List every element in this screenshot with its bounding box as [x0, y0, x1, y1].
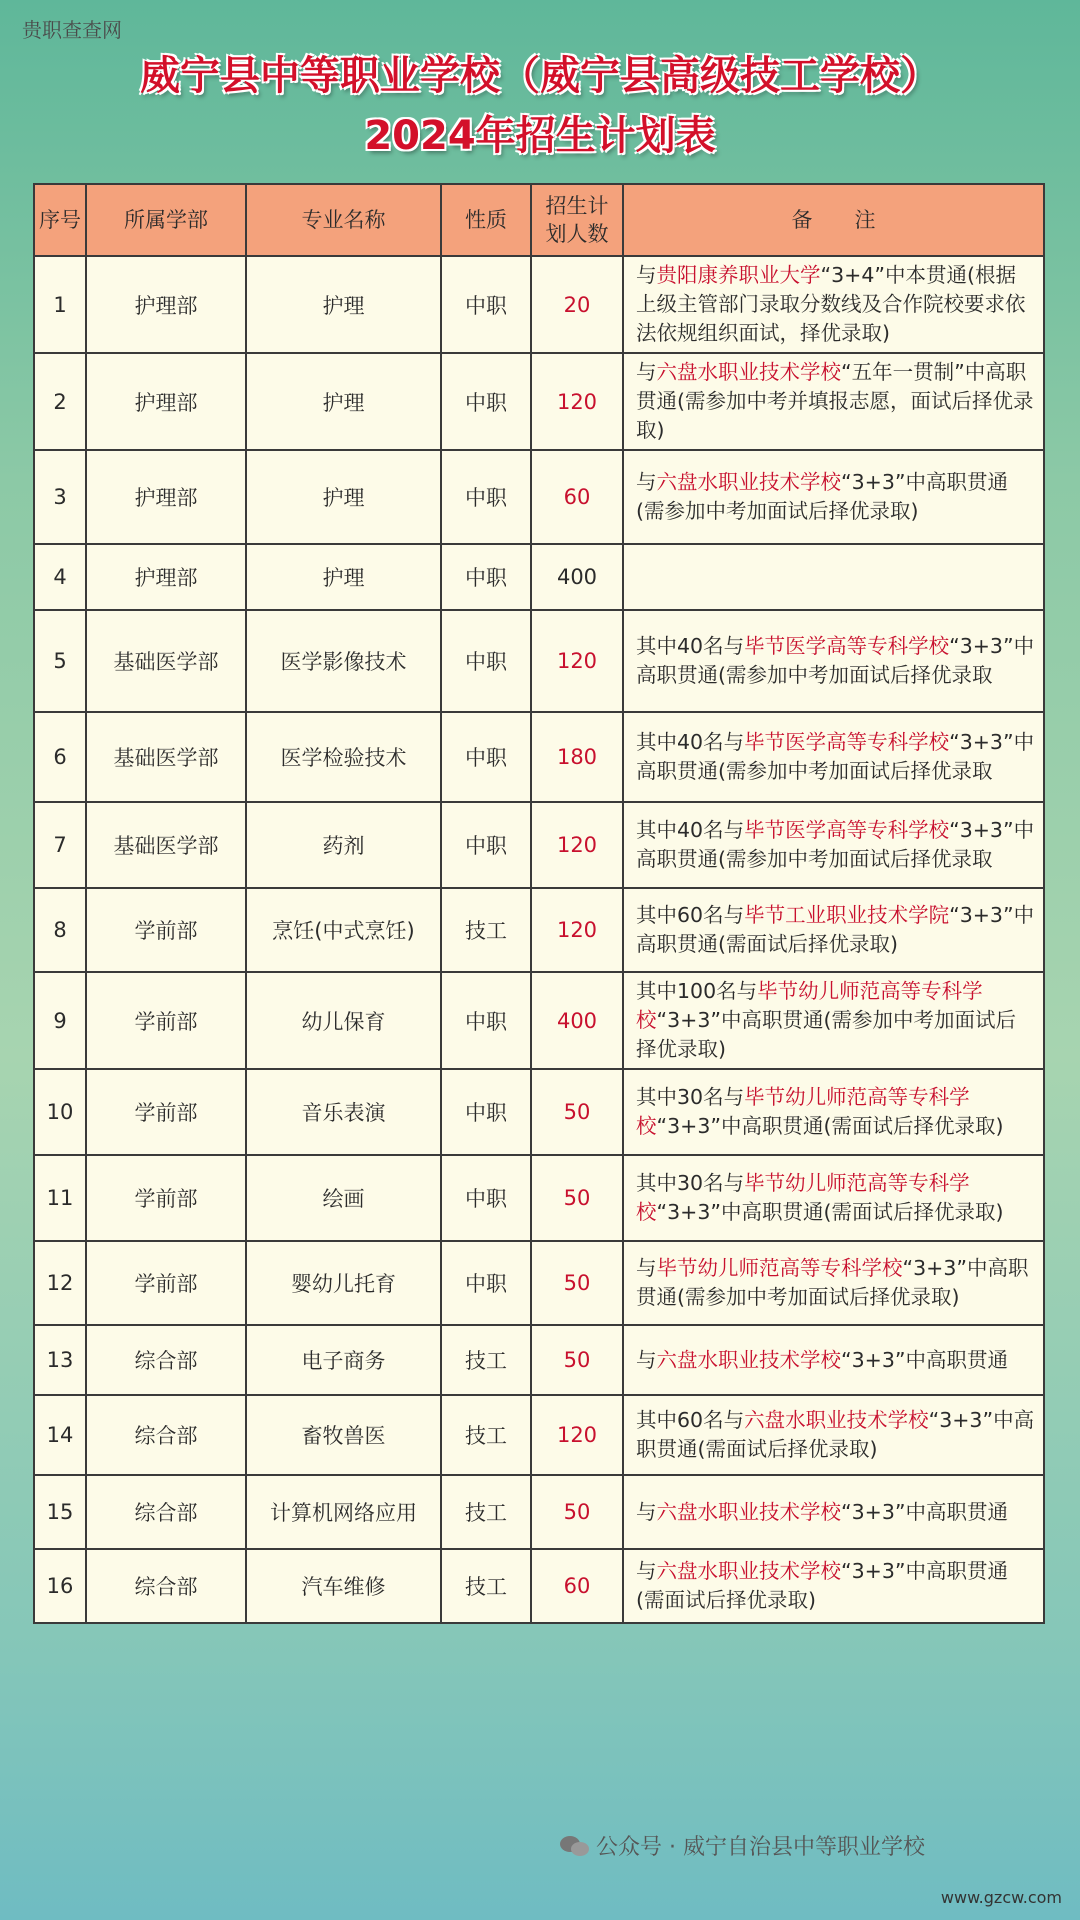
- cell-major: 婴幼儿托育: [246, 1241, 441, 1325]
- cell-note: [623, 1325, 1044, 1395]
- cell-note: [623, 1549, 1044, 1623]
- partner-school-name: 毕节幼儿师范高等专科学校: [636, 979, 983, 1032]
- table-row: [34, 1241, 1044, 1325]
- cell-dept: 学前部: [86, 1241, 246, 1325]
- cell-dept: 基础医学部: [86, 802, 246, 888]
- note-text: “五年一贯制”中高职贯通(需参加中考并填报志愿，面试后择优录取): [636, 360, 1034, 442]
- note-text: 与: [636, 360, 657, 384]
- cell-type: 中职: [441, 802, 531, 888]
- cell-type: 中职: [441, 610, 531, 712]
- cell-type: 中职: [441, 256, 531, 353]
- watermark-top: 贵职查查网: [22, 18, 122, 42]
- table-row: [34, 1069, 1044, 1155]
- note-text: “3+3”中高职贯通(需面试后择优录取): [656, 1114, 1004, 1138]
- wechat-icon: [560, 1834, 590, 1858]
- cell-major: 计算机网络应用: [246, 1475, 441, 1549]
- footer-source: [560, 1830, 925, 1861]
- partner-school-name: 六盘水职业技术学校: [656, 1347, 841, 1372]
- cell-note: [623, 450, 1044, 544]
- cell-type: 技工: [441, 1475, 531, 1549]
- cell-type: 中职: [441, 544, 531, 610]
- cell-dept: 护理部: [86, 256, 246, 353]
- cell-major: 药剂: [246, 802, 441, 888]
- note-text: “3+3”中高职贯通(需参加中考加面试后择优录取): [636, 1256, 1029, 1309]
- partner-school-name: 六盘水职业技术学校: [656, 470, 841, 494]
- cell-count: 180: [531, 712, 623, 802]
- table-row: [34, 1549, 1044, 1623]
- cell-major: 汽车维修: [246, 1549, 441, 1623]
- table-row: [34, 450, 1044, 544]
- cell-dept: 护理部: [86, 544, 246, 610]
- note-text: “3+3”中高职贯通(需面试后择优录取): [656, 1200, 1004, 1224]
- note-text: 与: [636, 263, 657, 287]
- cell-major: 护理: [246, 450, 441, 544]
- note-text: “3+3”中高职贯通(需面试后择优录取): [636, 1408, 1035, 1461]
- cell-major: 医学影像技术: [246, 610, 441, 712]
- cell-type: 中职: [441, 450, 531, 544]
- cell-dept: 学前部: [86, 1155, 246, 1241]
- cell-type: 中职: [441, 1155, 531, 1241]
- table-row: [34, 712, 1044, 802]
- cell-dept: 综合部: [86, 1325, 246, 1395]
- cell-count: 60: [531, 450, 623, 544]
- note-text: “3+4”中本贯通(根据上级主管部门录取分数线及合作院校要求依法依规组织面试，择优录取): [636, 263, 1026, 345]
- note-text: 其中30名与: [636, 1171, 745, 1195]
- cell-type: 技工: [441, 1325, 531, 1395]
- table-row: [34, 610, 1044, 712]
- cell-no: 1: [34, 256, 86, 353]
- footer-text: 公众号 · 威宁自治县中等职业学校: [596, 1835, 925, 1860]
- cell-major: 电子商务: [246, 1325, 441, 1395]
- cell-type: 中职: [441, 1241, 531, 1325]
- cell-no: 14: [34, 1395, 86, 1475]
- note-text: “3+3”中高职贯通: [841, 1499, 1009, 1524]
- cell-dept: 学前部: [86, 972, 246, 1069]
- cell-type: 中职: [441, 712, 531, 802]
- partner-school-name: 贵阳康养职业大学: [656, 263, 821, 287]
- table-row: [34, 544, 1044, 610]
- cell-note: [623, 353, 1044, 450]
- note-text: 与: [636, 470, 657, 494]
- cell-type: 中职: [441, 972, 531, 1069]
- partner-school-name: 毕节医学高等专科学校: [744, 634, 950, 658]
- cell-note: [623, 1069, 1044, 1155]
- cell-no: 7: [34, 802, 86, 888]
- partner-school-name: 毕节幼儿师范高等专科学校: [656, 1256, 903, 1280]
- cell-no: 6: [34, 712, 86, 802]
- cell-major: 医学检验技术: [246, 712, 441, 802]
- cell-major: 绘画: [246, 1155, 441, 1241]
- cell-no: 2: [34, 353, 86, 450]
- table-row: [34, 972, 1044, 1069]
- cell-count: 400: [531, 544, 623, 610]
- cell-note: [623, 544, 1044, 610]
- partner-school-name: 六盘水职业技术学校: [656, 1499, 841, 1524]
- cell-no: 10: [34, 1069, 86, 1155]
- cell-type: 技工: [441, 888, 531, 972]
- table-row: [34, 1475, 1044, 1549]
- cell-no: 4: [34, 544, 86, 610]
- partner-school-name: 毕节幼儿师范高等专科学校: [636, 1085, 970, 1138]
- cell-dept: 综合部: [86, 1395, 246, 1475]
- note-text: 与: [636, 1347, 657, 1372]
- note-text: “3+3”中高职贯通(需面试后择优录取): [636, 903, 1035, 956]
- note-text: 其中40名与: [636, 634, 745, 658]
- table-header-row: [34, 184, 1044, 256]
- cell-no: 5: [34, 610, 86, 712]
- cell-no: 16: [34, 1549, 86, 1623]
- cell-type: 技工: [441, 1549, 531, 1623]
- cell-count: 50: [531, 1241, 623, 1325]
- cell-count: 400: [531, 972, 623, 1069]
- note-text: “3+3”中高职贯通(需参加中考加面试后择优录取: [636, 730, 1035, 783]
- cell-dept: 综合部: [86, 1475, 246, 1549]
- cell-count: 120: [531, 888, 623, 972]
- header-note: 备 注: [623, 184, 1044, 256]
- cell-major: 畜牧兽医: [246, 1395, 441, 1475]
- cell-note: [623, 1475, 1044, 1549]
- partner-school-name: 六盘水职业技术学校: [656, 360, 841, 384]
- partner-school-name: 六盘水职业技术学校: [656, 1559, 841, 1583]
- cell-note: [623, 972, 1044, 1069]
- cell-count: 50: [531, 1069, 623, 1155]
- note-text: 其中30名与: [636, 1085, 745, 1109]
- cell-count: 50: [531, 1475, 623, 1549]
- cell-note: [623, 802, 1044, 888]
- cell-note: [623, 712, 1044, 802]
- table-row: [34, 1325, 1044, 1395]
- cell-type: 技工: [441, 1395, 531, 1475]
- header-major: 专业名称: [246, 184, 441, 256]
- cell-note: [623, 888, 1044, 972]
- table-row: [34, 1155, 1044, 1241]
- cell-dept: 护理部: [86, 353, 246, 450]
- cell-count: 50: [531, 1155, 623, 1241]
- note-text: “3+3”中高职贯通(需参加中考加面试后择优录取): [636, 470, 1009, 523]
- cell-count: 120: [531, 1395, 623, 1475]
- header-type: 性质: [441, 184, 531, 256]
- partner-school-name: 毕节工业职业技术学院: [744, 903, 950, 927]
- cell-note: [623, 1395, 1044, 1475]
- cell-dept: 学前部: [86, 888, 246, 972]
- cell-major: 护理: [246, 256, 441, 353]
- cell-count: 120: [531, 353, 623, 450]
- note-text: 其中60名与: [636, 903, 745, 927]
- note-text: 与: [636, 1499, 657, 1524]
- site-watermark: www.gzcw.com: [940, 1888, 1062, 1907]
- cell-no: 8: [34, 888, 86, 972]
- note-text: “3+3”中高职贯通(需参加中考加面试后择优录取: [636, 818, 1035, 871]
- page-title: 威宁县中等职业学校（威宁县高级技工学校）: [140, 53, 940, 99]
- cell-count: 20: [531, 256, 623, 353]
- note-text: 与: [636, 1559, 657, 1583]
- header-dept: 所属学部: [86, 184, 246, 256]
- cell-type: 中职: [441, 353, 531, 450]
- cell-major: 音乐表演: [246, 1069, 441, 1155]
- cell-no: 9: [34, 972, 86, 1069]
- cell-major: 护理: [246, 544, 441, 610]
- partner-school-name: 毕节医学高等专科学校: [744, 730, 950, 754]
- cell-count: 50: [531, 1325, 623, 1395]
- table-row: [34, 888, 1044, 972]
- cell-no: 11: [34, 1155, 86, 1241]
- cell-type: 中职: [441, 1069, 531, 1155]
- partner-school-name: 六盘水职业技术学校: [744, 1408, 929, 1432]
- cell-note: [623, 610, 1044, 712]
- cell-no: 15: [34, 1475, 86, 1549]
- note-text: “3+3”中高职贯通(需面试后择优录取): [636, 1559, 1009, 1612]
- note-text: 其中40名与: [636, 730, 745, 754]
- cell-major: 幼儿保育: [246, 972, 441, 1069]
- note-text: “3+3”中高职贯通(需参加中考加面试后择优录取): [636, 1008, 1016, 1061]
- cell-note: [623, 256, 1044, 353]
- cell-major: 烹饪(中式烹饪): [246, 888, 441, 972]
- note-text: 与: [636, 1256, 657, 1280]
- note-text: “3+3”中高职贯通: [841, 1347, 1009, 1372]
- cell-count: 120: [531, 802, 623, 888]
- note-text: 其中100名与: [636, 979, 758, 1003]
- header-count: 招生计划人数: [531, 184, 623, 256]
- enrollment-plan-table: [33, 183, 1045, 1624]
- cell-count: 60: [531, 1549, 623, 1623]
- table-row: [34, 802, 1044, 888]
- cell-dept: 基础医学部: [86, 712, 246, 802]
- cell-dept: 护理部: [86, 450, 246, 544]
- cell-note: [623, 1155, 1044, 1241]
- note-text: “3+3”中高职贯通(需参加中考加面试后择优录取: [636, 634, 1035, 687]
- cell-dept: 综合部: [86, 1549, 246, 1623]
- cell-major: 护理: [246, 353, 441, 450]
- table-row: [34, 353, 1044, 450]
- header-no: 序号: [34, 184, 86, 256]
- table-row: [34, 256, 1044, 353]
- cell-count: 120: [531, 610, 623, 712]
- cell-no: 12: [34, 1241, 86, 1325]
- note-text: 其中60名与: [636, 1408, 745, 1432]
- cell-no: 3: [34, 450, 86, 544]
- cell-no: 13: [34, 1325, 86, 1395]
- partner-school-name: 毕节幼儿师范高等专科学校: [636, 1171, 970, 1224]
- cell-dept: 基础医学部: [86, 610, 246, 712]
- page-subtitle: 2024年招生计划表: [364, 113, 716, 159]
- cell-note: [623, 1241, 1044, 1325]
- table-row: [34, 1395, 1044, 1475]
- cell-dept: 学前部: [86, 1069, 246, 1155]
- note-text: 其中40名与: [636, 818, 745, 842]
- partner-school-name: 毕节医学高等专科学校: [744, 818, 950, 842]
